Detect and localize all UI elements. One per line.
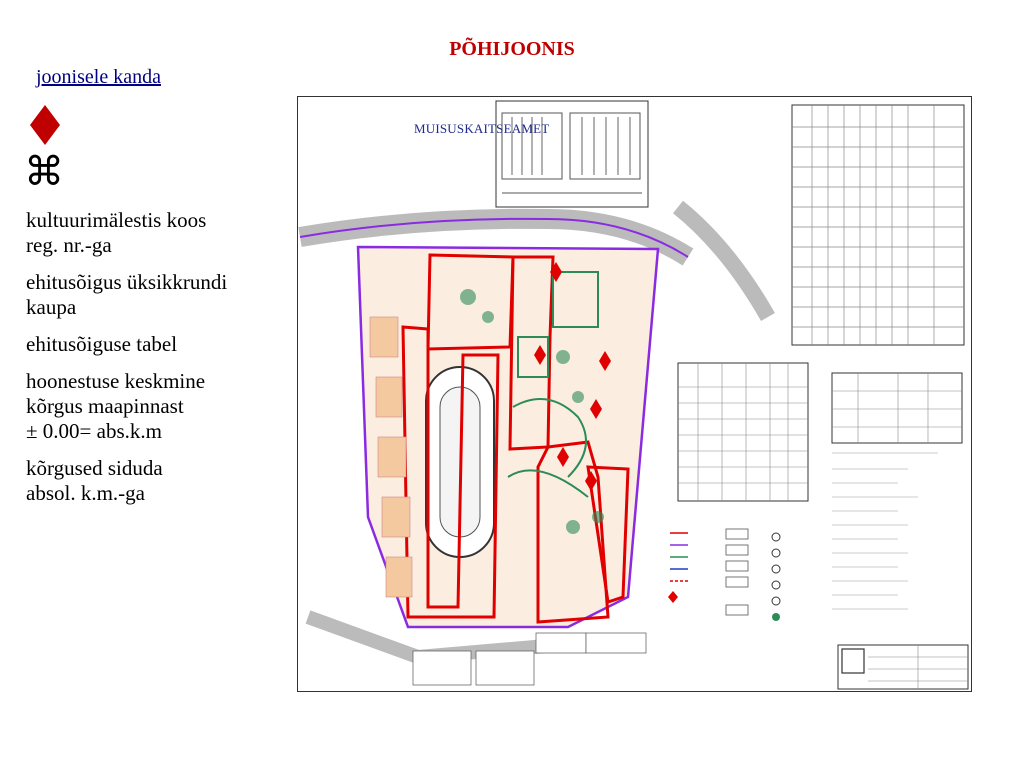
- museum-authority-label: MUISUSKAITSEAMET: [414, 121, 550, 136]
- note-rights-table: ehitusõiguse tabel: [26, 332, 178, 356]
- master-plan-drawing: [297, 96, 972, 692]
- note-monument: kultuurimälestis koos reg. nr.-ga: [26, 208, 207, 257]
- red-diamond-icon: [28, 104, 62, 146]
- note-average-height: hoonestuse keskmine kõrgus maapinnast ± 0.00= abs.k.m: [26, 369, 206, 443]
- slide-title: PÕHIJOONIS: [449, 38, 575, 60]
- site-plan-svg: [298, 97, 971, 691]
- legend-notes: [26, 208, 296, 518]
- note-absolute-heights: kõrgused siduda absol. k.m.-ga: [26, 456, 163, 505]
- joonisele-kanda-link[interactable]: joonisele kanda: [36, 66, 161, 88]
- place-of-interest-icon: ⌘: [24, 149, 64, 195]
- note-building-rights: ehitusõigus üksikkrundi kaupa: [26, 270, 228, 319]
